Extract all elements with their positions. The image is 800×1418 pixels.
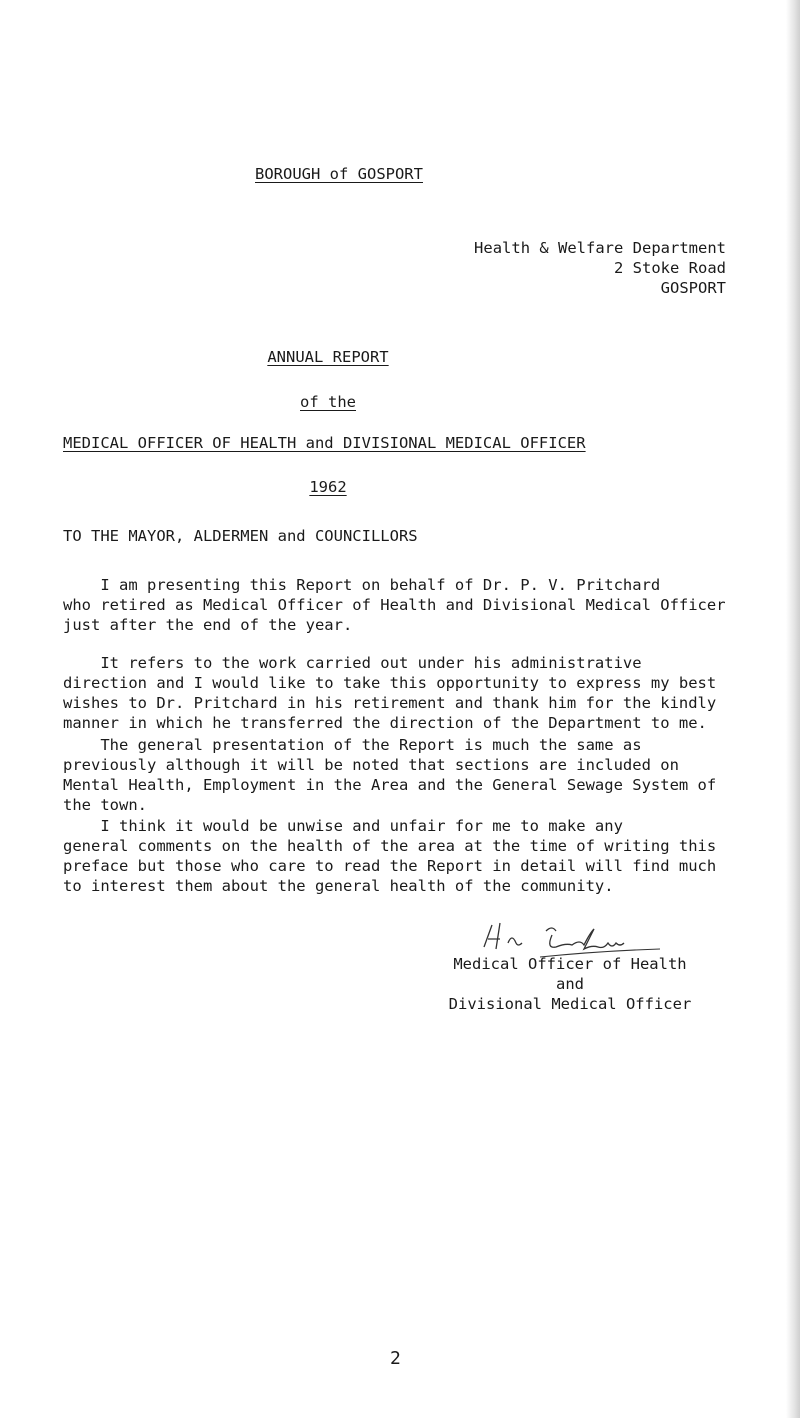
salutation: TO THE MAYOR, ALDERMEN and COUNCILLORS <box>63 527 418 545</box>
report-year: 1962 <box>309 478 347 496</box>
signature-role-line2: and <box>556 975 584 993</box>
page-number: 2 <box>390 1348 401 1369</box>
paragraph-4: I think it would be unwise and unfair for me to make any general comments on the health of the area at the time of writing this preface but those who care to read the Report in detail will find much to interest them about the general health of the community. <box>63 817 717 895</box>
page-edge-shadow <box>786 0 800 1418</box>
report-title: ANNUAL REPORT <box>267 348 389 366</box>
signature-role-line1: Medical Officer of Health <box>453 955 687 973</box>
paragraph-3: The general presentation of the Report is much the same as previously although it will be noted that sections are included on Mental Health, Employment in the Area and the General Sewage System of the town. <box>63 736 717 814</box>
report-title-officer: MEDICAL OFFICER OF HEALTH and DIVISIONAL MEDICAL OFFICER <box>63 434 586 452</box>
signature-role-line3: Divisional Medical Officer <box>448 995 692 1013</box>
town-name: GOSPORT <box>660 279 726 297</box>
signature-role <box>380 954 760 1014</box>
department-address <box>436 238 726 298</box>
department-name: Health & Welfare Department <box>474 239 726 257</box>
report-title-of-the: of the <box>300 393 356 411</box>
borough-heading: BOROUGH of GOSPORT <box>255 165 423 183</box>
paragraph-2: It refers to the work carried out under his administrative direction and I would like to take this opportunity to express my best wishes to Dr. Pritchard in his retirement and thank him for the kindly manner in which he transferred the direction of the Department to me. <box>63 654 717 732</box>
street-address: 2 Stoke Road <box>614 259 726 277</box>
paragraph-1: I am presenting this Report on behalf of Dr. P. V. Pritchard who retired as Medical Officer of Health and Divisional Medical Officer just after the end of the year. <box>63 576 726 634</box>
